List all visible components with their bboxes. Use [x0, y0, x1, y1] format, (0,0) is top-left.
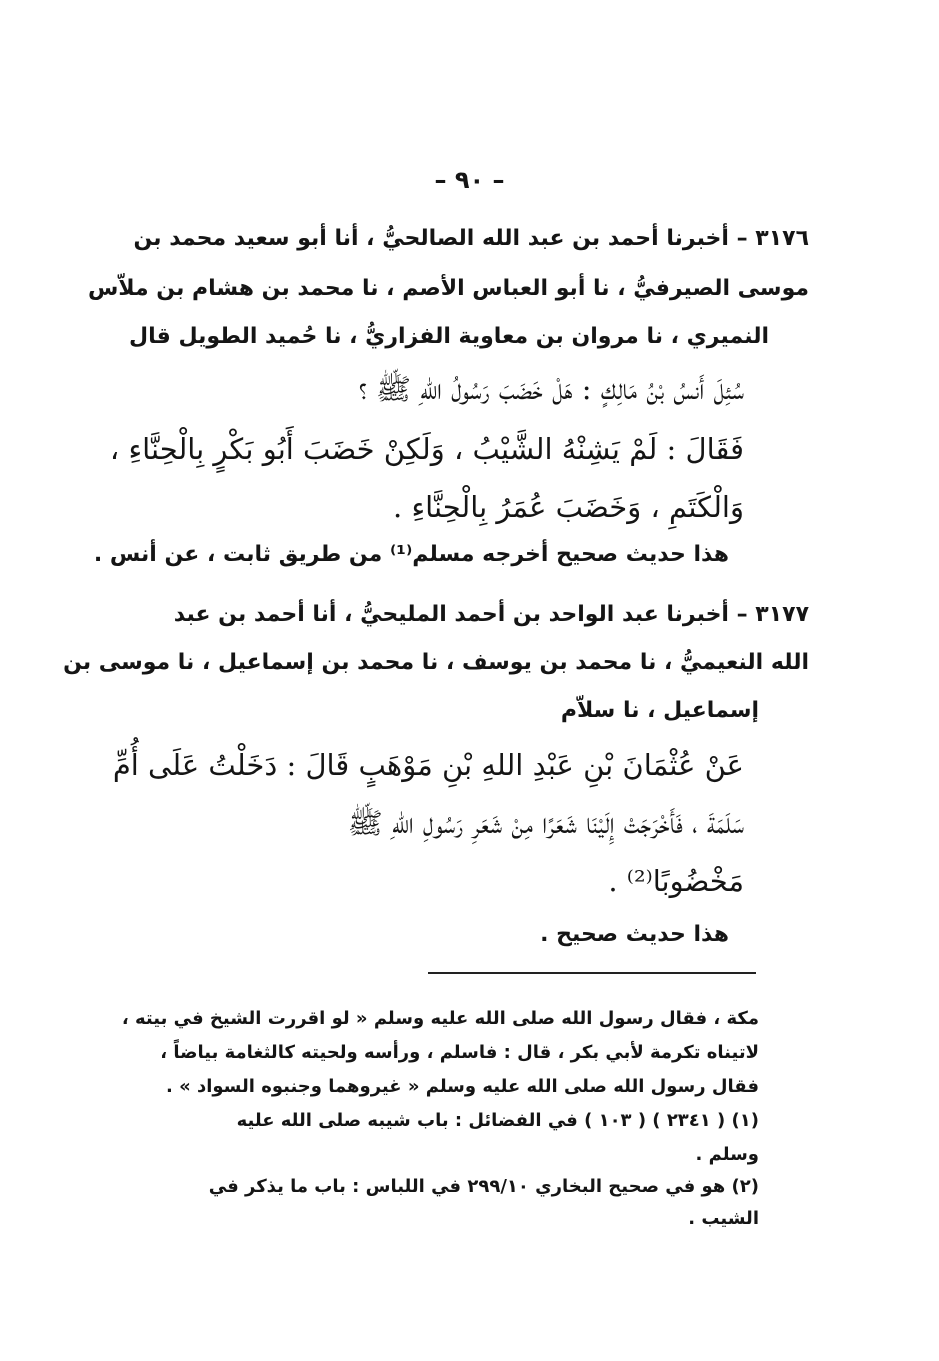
isnad-3177-line-3: إسماعيل ، نا سلاّم: [560, 698, 759, 723]
page-number: – ٩٠ –: [434, 166, 505, 194]
grading-3176: هذا حديث صحيح أخرجه مسلم⁽¹⁾ من طريق ثابت ، عن أنس .: [93, 542, 729, 567]
isnad-3176-line-1: ٣١٧٦ – أخبرنا أحمد بن عبد الله الصالحيُّ ، أنا أبو سعيد محمد بن: [133, 226, 809, 251]
matn-3177-line-3: مَخْضُوبًا⁽²⁾ .: [608, 864, 744, 898]
isnad-3177-line-1: ٣١٧٧ – أخبرنا عبد الواحد بن أحمد المليحيُّ ، أنا أحمد بن عبد: [173, 602, 809, 627]
footnote-line-2: لاتيناه تكرمة لأبي بكر ، قال : فاسلم ، ورأسه ولحيته كالثغامة بياضاً ،: [160, 1042, 759, 1063]
footnote-1-cont: وسلم .: [695, 1144, 759, 1165]
matn-3176-line-1: سُئِلَ أَنسُ بْنُ مَالِكٍ : هَلْ خَضَبَ رَسُولُ اللهِ ﷺ ؟: [358, 372, 744, 406]
isnad-3176-line-3: النميري ، نا مروان بن معاوية الفزاريُّ ، نا حُميد الطويل قال: [129, 324, 769, 349]
footnote-line-1: مكة ، فقال رسول الله صلى الله عليه وسلم « لو اقررت الشيخ في بيته ،: [121, 1008, 759, 1029]
matn-3177-line-2: سَلَمَةَ ، فَأَخْرَجَتْ إِلَيْنَا شَعَرًا مِنْ شَعَرِ رَسُولِ اللهِ ﷺ: [347, 806, 744, 840]
grading-3177: هذا حديث صحيح .: [540, 922, 729, 947]
footnote-separator: [428, 972, 756, 974]
footnote-2-cont: الشيب .: [688, 1208, 759, 1229]
matn-3176-line-2: فَقَالَ : لَمْ يَشِنْهُ الشَّيْبُ ، وَلَكِنْ خَضَبَ أَبُو بَكْرٍ بِالْحِنَّاءِ ،: [109, 432, 744, 466]
footnote-2: (٢) هو في صحيح البخاري ٢٩٩/١٠ في اللباس : باب ما يذكر في: [208, 1176, 759, 1197]
matn-3176-line-3: وَالْكَتَمِ ، وَخَضَبَ عُمَرُ بِالْحِنَّاءِ .: [393, 490, 744, 524]
isnad-3177-line-2: الله النعيميُّ ، نا محمد بن يوسف ، نا محمد بن إسماعيل ، نا موسى بن: [63, 650, 809, 675]
footnote-line-3: فقال رسول الله صلى الله عليه وسلم « غيروهما وجنبوه السواد » .: [165, 1076, 759, 1097]
footnote-1: (١) ( ٢٣٤١ ) ( ١٠٣ ) في الفضائل : باب شيبه صلى الله عليه: [236, 1110, 759, 1131]
isnad-3176-line-2: موسى الصيرفيُّ ، نا أبو العباس الأصم ، نا محمد بن هشام بن ملاّس: [87, 276, 809, 301]
matn-3177-line-1: عَنْ عُثْمَانَ بْنِ عَبْدِ اللهِ بْنِ مَوْهَبٍ قَالَ : دَخَلْتُ عَلَى أُمِّ: [112, 748, 744, 782]
